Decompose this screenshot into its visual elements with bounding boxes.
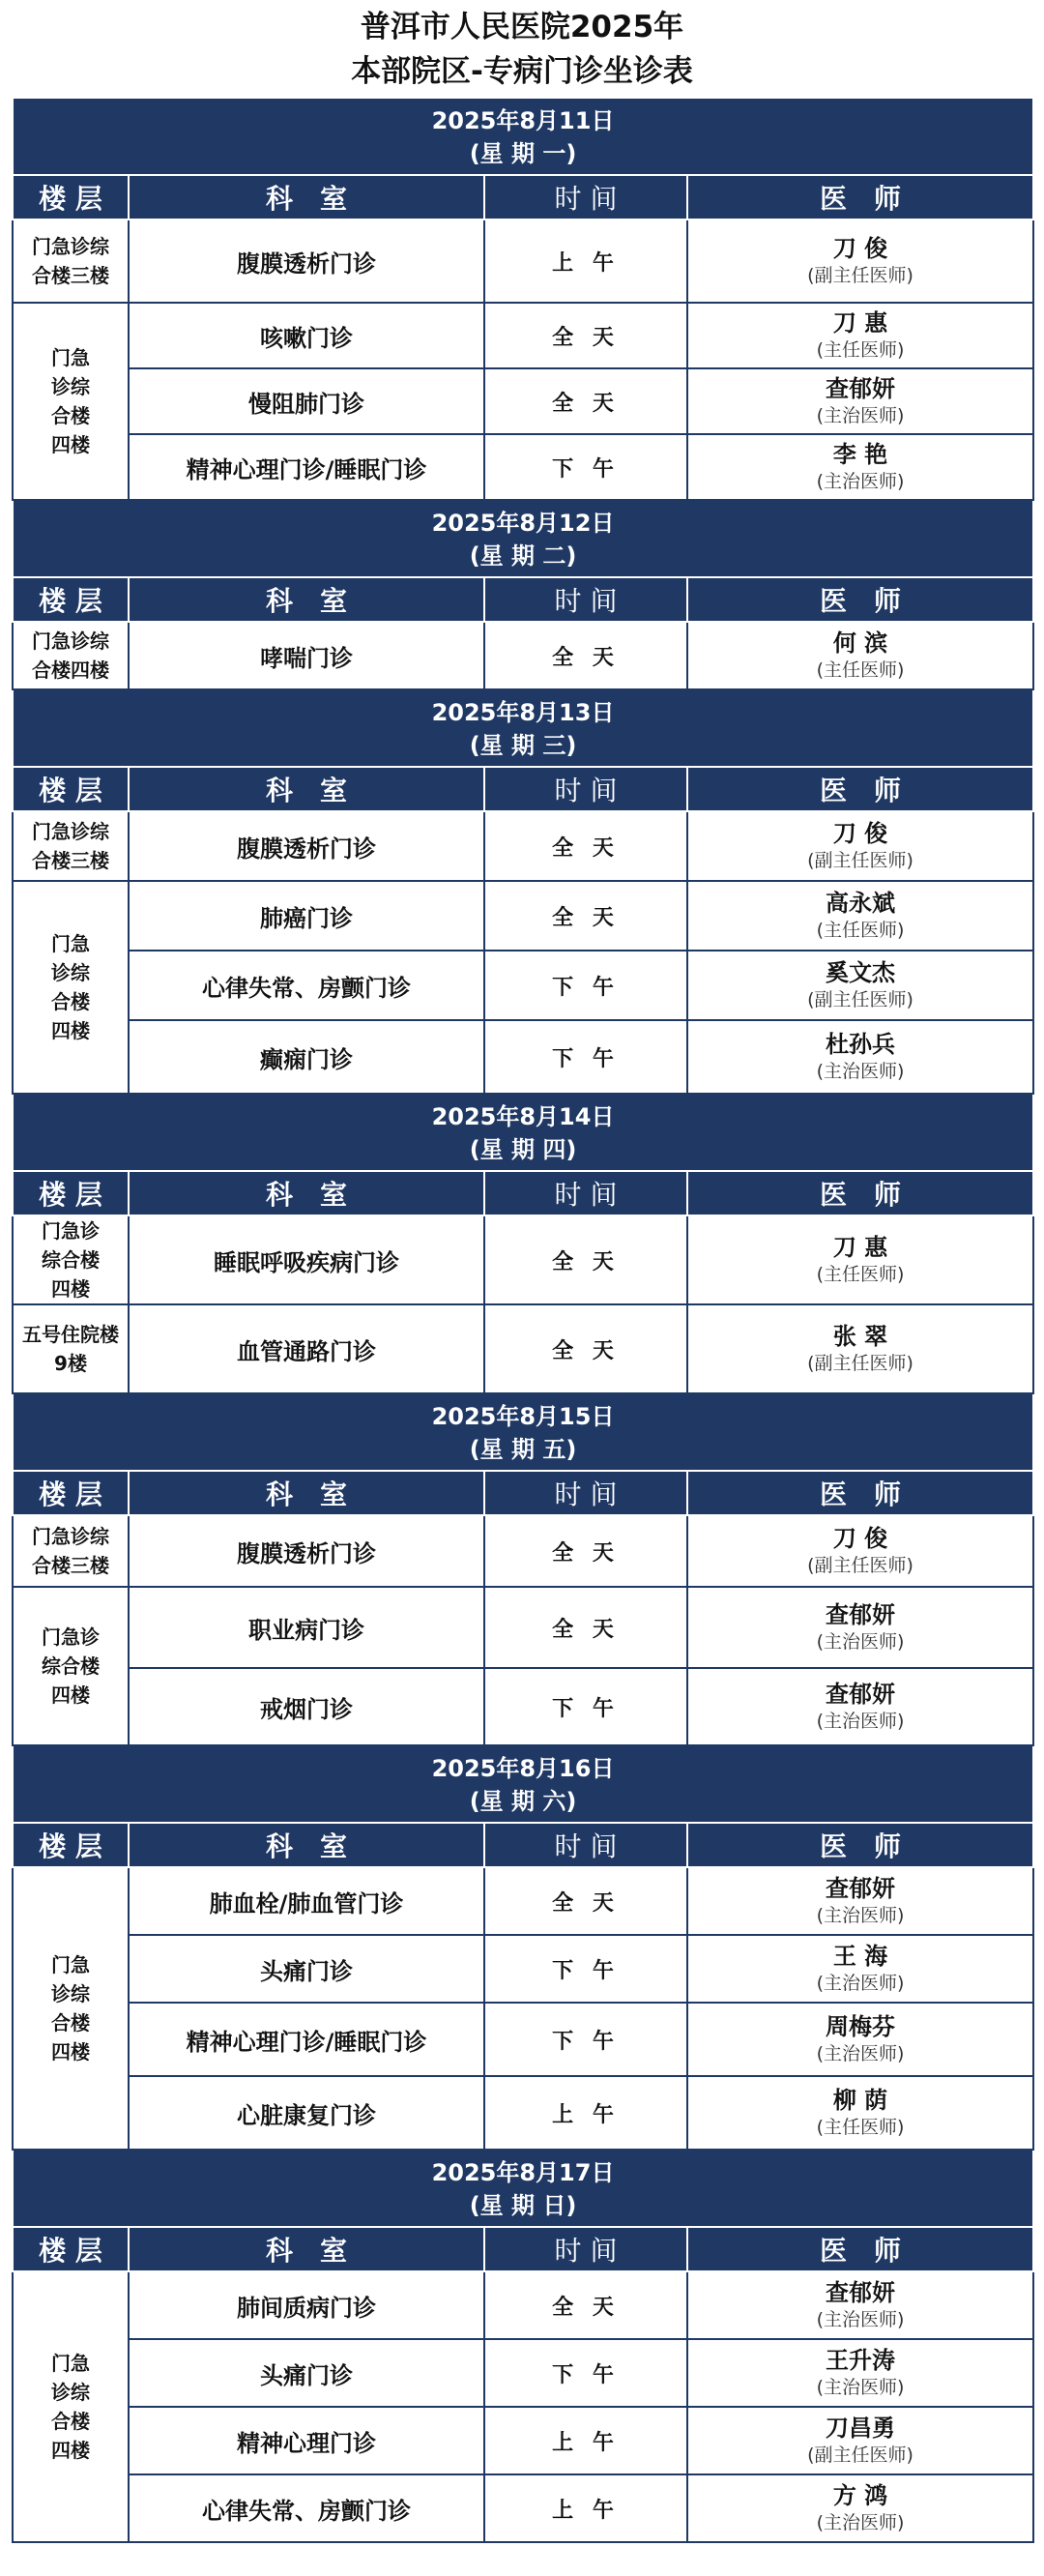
doctor-title: (副主任医师) (807, 2444, 914, 2466)
day-date-cell (13, 2150, 1033, 2227)
day-date-cell (13, 500, 1033, 577)
day-date-cell (13, 98, 1033, 175)
dept-cell: 职业病门诊 (129, 1587, 484, 1668)
time-cell: 下 午 (484, 434, 687, 500)
doctor-cell (687, 1668, 1033, 1745)
time-header: 时 间 (484, 577, 687, 622)
doctor-name: 刀 俊 (832, 235, 888, 262)
doctor-title: (主治医师) (816, 2377, 905, 2398)
day-header-row (13, 1094, 1033, 1171)
table-row (13, 1304, 1033, 1393)
dept-header: 科 室 (129, 175, 484, 220)
schedule-body (13, 98, 1033, 2542)
doctor-cell (687, 881, 1033, 951)
doctor-cell (687, 1587, 1033, 1668)
time-cell: 全 天 (484, 881, 687, 951)
day-date: 2025年8月14日 (431, 1103, 615, 1130)
floor-header: 楼 层 (13, 175, 129, 220)
doctor-title: (副主任医师) (807, 850, 914, 871)
table-row (13, 1867, 1033, 1935)
doctor-title: (主任医师) (816, 339, 905, 361)
doctor-name: 查郁妍 (826, 375, 896, 402)
table-row (13, 1587, 1033, 1668)
doctor-title: (主治医师) (816, 2512, 905, 2533)
doctor-cell (687, 2407, 1033, 2474)
doctor-header: 医 师 (687, 175, 1033, 220)
doctor-cell (687, 1215, 1033, 1304)
doctor-cell (687, 622, 1033, 689)
table-row (13, 2271, 1033, 2339)
table-row (13, 1215, 1033, 1304)
doctor-name: 高永斌 (826, 890, 896, 917)
day-header-row (13, 98, 1033, 175)
doctor-title: (副主任医师) (807, 1555, 914, 1576)
doctor-header: 医 师 (687, 1823, 1033, 1867)
doctor-cell (687, 811, 1033, 881)
floor-cell: 门急诊综 合楼三楼 (13, 811, 129, 881)
time-cell: 全 天 (484, 622, 687, 689)
doctor-name: 刀昌勇 (826, 2415, 896, 2442)
time-cell: 全 天 (484, 1867, 687, 1935)
day-date-cell (13, 1745, 1033, 1823)
doctor-cell (687, 2003, 1033, 2076)
dept-cell: 戒烟门诊 (129, 1668, 484, 1745)
time-cell: 全 天 (484, 1304, 687, 1393)
page-subtitle: 本部院区-专病门诊坐诊表 (351, 54, 693, 89)
doctor-title: (主治医师) (816, 1061, 905, 1082)
doctor-title: (主任医师) (816, 920, 905, 941)
time-cell: 上 午 (484, 2076, 687, 2150)
doctor-title: (主任医师) (816, 659, 905, 681)
column-header-row (13, 577, 1033, 622)
day-date-cell (13, 1094, 1033, 1171)
day-date: 2025年8月11日 (431, 107, 615, 134)
dept-cell: 心律失常、房颤门诊 (129, 2474, 484, 2542)
dept-header: 科 室 (129, 1471, 484, 1515)
doctor-title: (主治医师) (816, 1973, 905, 1994)
floor-header: 楼 层 (13, 2227, 129, 2271)
doctor-cell (687, 1304, 1033, 1393)
doctor-name: 刀 惠 (832, 1234, 888, 1261)
doctor-name: 查郁妍 (826, 1875, 896, 1902)
doctor-cell (687, 220, 1033, 303)
time-cell: 下 午 (484, 2339, 687, 2407)
doctor-cell (687, 303, 1033, 368)
day-weekday: (星 期 五) (469, 1436, 577, 1463)
doctor-title: (副主任医师) (807, 989, 914, 1010)
doctor-title: (主治医师) (816, 471, 905, 492)
doctor-name: 王 海 (832, 1943, 888, 1970)
doctor-header: 医 师 (687, 2227, 1033, 2271)
dept-cell: 血管通路门诊 (129, 1304, 484, 1393)
dept-header: 科 室 (129, 577, 484, 622)
time-cell: 下 午 (484, 1935, 687, 2003)
day-header-row (13, 689, 1033, 767)
time-cell: 全 天 (484, 2271, 687, 2339)
time-header: 时 间 (484, 1823, 687, 1867)
table-row (13, 303, 1033, 368)
day-date: 2025年8月12日 (431, 510, 615, 537)
dept-cell: 心律失常、房颤门诊 (129, 951, 484, 1020)
table-row (13, 1515, 1033, 1587)
dept-cell: 精神心理门诊/睡眠门诊 (129, 434, 484, 500)
table-row (13, 2076, 1033, 2150)
day-header-row (13, 500, 1033, 577)
floor-cell: 门急 诊综 合楼 四楼 (13, 303, 129, 500)
time-cell: 下 午 (484, 1020, 687, 1094)
doctor-name: 刀 惠 (832, 309, 888, 337)
dept-cell: 精神心理门诊/睡眠门诊 (129, 2003, 484, 2076)
doctor-cell (687, 1515, 1033, 1587)
floor-header: 楼 层 (13, 767, 129, 811)
doctor-name: 周梅芬 (826, 2013, 896, 2040)
day-header-row (13, 2150, 1033, 2227)
table-row (13, 434, 1033, 500)
doctor-cell (687, 951, 1033, 1020)
floor-header: 楼 层 (13, 577, 129, 622)
time-cell: 上 午 (484, 2407, 687, 2474)
day-weekday: (星 期 一) (469, 140, 577, 167)
doctor-name: 查郁妍 (826, 1601, 896, 1628)
time-cell: 下 午 (484, 1668, 687, 1745)
table-row (13, 811, 1033, 881)
doctor-title: (主治医师) (816, 405, 905, 426)
doctor-cell (687, 368, 1033, 434)
dept-header: 科 室 (129, 1171, 484, 1215)
table-row (13, 1668, 1033, 1745)
floor-cell: 门急诊 综合楼 四楼 (13, 1215, 129, 1304)
doctor-title: (主任医师) (816, 2117, 905, 2138)
floor-cell: 门急诊综 合楼四楼 (13, 622, 129, 689)
doctor-cell (687, 1020, 1033, 1094)
day-header-row (13, 1745, 1033, 1823)
table-row (13, 2003, 1033, 2076)
dept-cell: 腹膜透析门诊 (129, 220, 484, 303)
doctor-title: (副主任医师) (807, 1353, 914, 1374)
doctor-name: 王升涛 (826, 2347, 896, 2374)
doctor-name: 柳 荫 (832, 2087, 888, 2114)
doctor-cell (687, 1867, 1033, 1935)
doctor-name: 查郁妍 (826, 1681, 896, 1708)
column-header-row (13, 2227, 1033, 2271)
day-weekday: (星 期 二) (469, 542, 577, 570)
column-header-row (13, 1823, 1033, 1867)
floor-cell: 门急 诊综 合楼 四楼 (13, 2271, 129, 2542)
day-weekday: (星 期 日) (469, 2192, 577, 2219)
page-title: 普洱市人民医院2025年 (360, 10, 684, 44)
time-cell: 下 午 (484, 951, 687, 1020)
dept-header: 科 室 (129, 767, 484, 811)
dept-cell: 头痛门诊 (129, 1935, 484, 2003)
doctor-name: 刀 俊 (832, 820, 888, 847)
dept-cell: 慢阻肺门诊 (129, 368, 484, 434)
dept-header: 科 室 (129, 2227, 484, 2271)
dept-cell: 肺间质病门诊 (129, 2271, 484, 2339)
column-header-row (13, 1471, 1033, 1515)
time-cell: 全 天 (484, 1515, 687, 1587)
time-cell: 上 午 (484, 220, 687, 303)
time-header: 时 间 (484, 2227, 687, 2271)
doctor-name: 杜孙兵 (826, 1031, 896, 1058)
day-weekday: (星 期 四) (469, 1136, 577, 1163)
doctor-cell (687, 434, 1033, 500)
day-date: 2025年8月16日 (431, 1755, 615, 1782)
floor-header: 楼 层 (13, 1171, 129, 1215)
dept-cell: 心脏康复门诊 (129, 2076, 484, 2150)
time-cell: 全 天 (484, 811, 687, 881)
time-cell: 上 午 (484, 2474, 687, 2542)
doctor-name: 李 艳 (832, 441, 888, 468)
dept-cell: 肺癌门诊 (129, 881, 484, 951)
column-header-row (13, 175, 1033, 220)
floor-cell: 五号住院楼 9楼 (13, 1304, 129, 1393)
doctor-cell (687, 2339, 1033, 2407)
day-date: 2025年8月15日 (431, 1403, 615, 1430)
time-cell: 全 天 (484, 1587, 687, 1668)
dept-cell: 癫痫门诊 (129, 1020, 484, 1094)
dept-cell: 咳嗽门诊 (129, 303, 484, 368)
floor-cell: 门急诊综 合楼三楼 (13, 1515, 129, 1587)
doctor-name: 何 滨 (832, 629, 888, 657)
floor-cell: 门急诊 综合楼 四楼 (13, 1587, 129, 1745)
page-header (0, 0, 1044, 97)
doctor-header: 医 师 (687, 767, 1033, 811)
table-row (13, 1935, 1033, 2003)
doctor-name: 张 翠 (832, 1323, 888, 1350)
column-header-row (13, 1171, 1033, 1215)
floor-cell: 门急诊综 合楼三楼 (13, 220, 129, 303)
dept-cell: 腹膜透析门诊 (129, 1515, 484, 1587)
doctor-name: 刀 俊 (832, 1525, 888, 1552)
doctor-title: (主治医师) (816, 1711, 905, 1732)
floor-header: 楼 层 (13, 1823, 129, 1867)
dept-cell: 睡眠呼吸疾病门诊 (129, 1215, 484, 1304)
doctor-name: 奚文杰 (826, 959, 896, 986)
column-header-row (13, 767, 1033, 811)
dept-header: 科 室 (129, 1823, 484, 1867)
doctor-title: (主治医师) (816, 2309, 905, 2330)
dept-cell: 腹膜透析门诊 (129, 811, 484, 881)
time-header: 时 间 (484, 1471, 687, 1515)
time-cell: 全 天 (484, 303, 687, 368)
doctor-header: 医 师 (687, 1171, 1033, 1215)
doctor-title: (主治医师) (816, 2043, 905, 2064)
doctor-header: 医 师 (687, 1471, 1033, 1515)
table-row (13, 881, 1033, 951)
day-weekday: (星 期 三) (469, 732, 577, 759)
time-cell: 全 天 (484, 368, 687, 434)
day-date-cell (13, 689, 1033, 767)
doctor-cell (687, 2076, 1033, 2150)
table-row (13, 368, 1033, 434)
doctor-cell (687, 2474, 1033, 2542)
doctor-title: (主任医师) (816, 1264, 905, 1285)
table-row (13, 1020, 1033, 1094)
day-date-cell (13, 1393, 1033, 1471)
table-row (13, 622, 1033, 689)
doctor-cell (687, 2271, 1033, 2339)
table-row (13, 951, 1033, 1020)
time-cell: 全 天 (484, 1215, 687, 1304)
time-header: 时 间 (484, 1171, 687, 1215)
day-weekday: (星 期 六) (469, 1788, 577, 1815)
time-header: 时 间 (484, 767, 687, 811)
table-row (13, 2339, 1033, 2407)
floor-cell: 门急 诊综 合楼 四楼 (13, 1867, 129, 2150)
day-header-row (13, 1393, 1033, 1471)
dept-cell: 哮喘门诊 (129, 622, 484, 689)
time-cell: 下 午 (484, 2003, 687, 2076)
dept-cell: 精神心理门诊 (129, 2407, 484, 2474)
doctor-header: 医 师 (687, 577, 1033, 622)
floor-header: 楼 层 (13, 1471, 129, 1515)
day-date: 2025年8月17日 (431, 2159, 615, 2186)
dept-cell: 头痛门诊 (129, 2339, 484, 2407)
schedule-table (12, 97, 1034, 2543)
doctor-name: 查郁妍 (826, 2279, 896, 2306)
dept-cell: 肺血栓/肺血管门诊 (129, 1867, 484, 1935)
doctor-cell (687, 1935, 1033, 2003)
table-row (13, 220, 1033, 303)
doctor-name: 方 鸿 (832, 2482, 888, 2509)
time-header: 时 间 (484, 175, 687, 220)
doctor-title: (主治医师) (816, 1905, 905, 1926)
day-date: 2025年8月13日 (431, 699, 615, 726)
table-row (13, 2474, 1033, 2542)
doctor-title: (副主任医师) (807, 265, 914, 286)
floor-cell: 门急 诊综 合楼 四楼 (13, 881, 129, 1094)
doctor-title: (主治医师) (816, 1631, 905, 1653)
table-row (13, 2407, 1033, 2474)
